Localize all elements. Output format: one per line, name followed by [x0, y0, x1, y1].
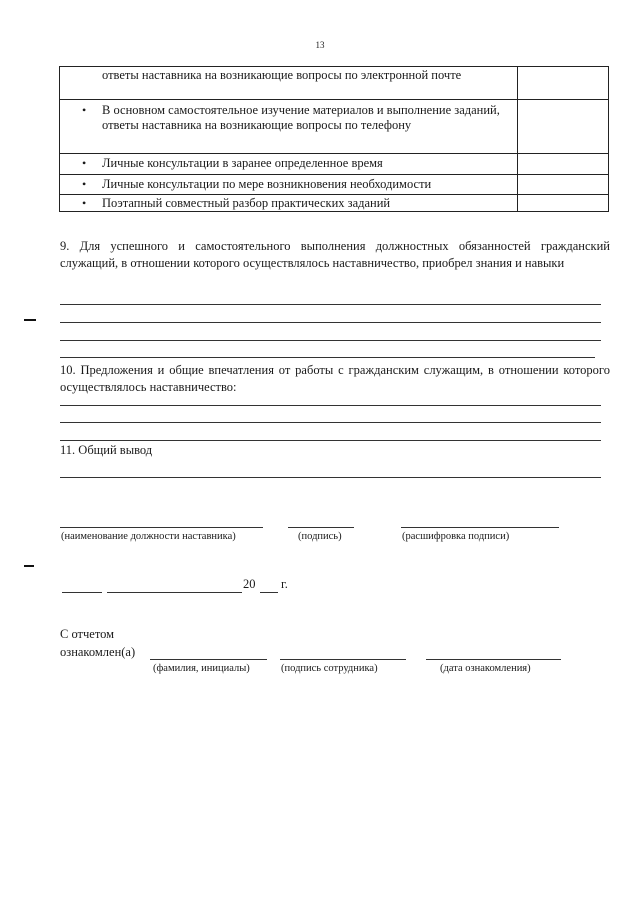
name-caption: (фамилия, инициалы): [153, 663, 250, 674]
employee-signature-caption: (подпись сотрудника): [281, 663, 378, 674]
fill-line: [60, 405, 601, 406]
table-column-divider: [517, 67, 518, 211]
acknowledgement-line2: ознакомлен(а): [60, 645, 136, 659]
table-row-text: Личные консультации в заранее определенное время: [102, 156, 383, 170]
bullet-icon: •: [82, 103, 87, 117]
year-suffix: г.: [281, 577, 288, 591]
section-10-text: 10. Предложения и общие впечатления от работы с гражданским служащим, в отношении которого осуществлялось наставничество:: [60, 363, 610, 394]
fill-line: [60, 440, 601, 441]
scan-mark: [24, 565, 34, 567]
day-line: [62, 592, 102, 593]
month-line: [107, 592, 242, 593]
fill-line: [60, 304, 601, 305]
name-line: [150, 659, 267, 660]
table-row-text: ответы наставника на возникающие вопросы по электронной почте: [102, 68, 462, 82]
table-row-text: Поэтапный совместный разбор практических заданий: [102, 196, 391, 210]
consultation-format-table: [59, 66, 609, 212]
section-9-text: 9. Для успешного и самостоятельного выполнения должностных обязанностей гражданский служащий, в отношении которого осуществлялось наставничество, приобрел знания и навыки: [60, 239, 610, 270]
fill-line: [60, 340, 601, 341]
table-row-divider: [60, 153, 608, 154]
bullet-icon: •: [82, 156, 87, 170]
fill-line: [60, 357, 595, 358]
fill-line: [60, 477, 601, 478]
employee-signature-line: [280, 659, 406, 660]
fill-line: [60, 422, 601, 423]
date-caption: (дата ознакомления): [440, 663, 531, 674]
signature-line: [288, 527, 354, 528]
decoding-line: [401, 527, 559, 528]
decoding-caption: (расшифровка подписи): [402, 531, 510, 542]
bullet-icon: •: [82, 177, 87, 191]
table-row-divider: [60, 194, 608, 195]
date-line: [426, 659, 561, 660]
acknowledgement-line1: С отчетом: [60, 627, 115, 641]
fill-line: [60, 322, 601, 323]
signature-caption: (подпись): [298, 531, 342, 542]
position-line: [60, 527, 263, 528]
table-row-divider: [60, 174, 608, 175]
table-row-text: В основном самостоятельное изучение материалов и выполнение заданий, ответы наставника на возникающие вопросы по телефону: [102, 103, 500, 132]
year-line: [260, 592, 278, 593]
page-number: 13: [315, 40, 325, 50]
position-caption: (наименование должности наставника): [61, 531, 236, 542]
scan-mark: [24, 319, 36, 321]
bullet-icon: •: [82, 196, 87, 210]
table-row-divider: [60, 99, 608, 100]
year-prefix: 20: [243, 577, 256, 591]
section-11-heading: 11. Общий вывод: [60, 443, 153, 457]
table-row-text: Личные консультации по мере возникновения необходимости: [102, 177, 432, 191]
